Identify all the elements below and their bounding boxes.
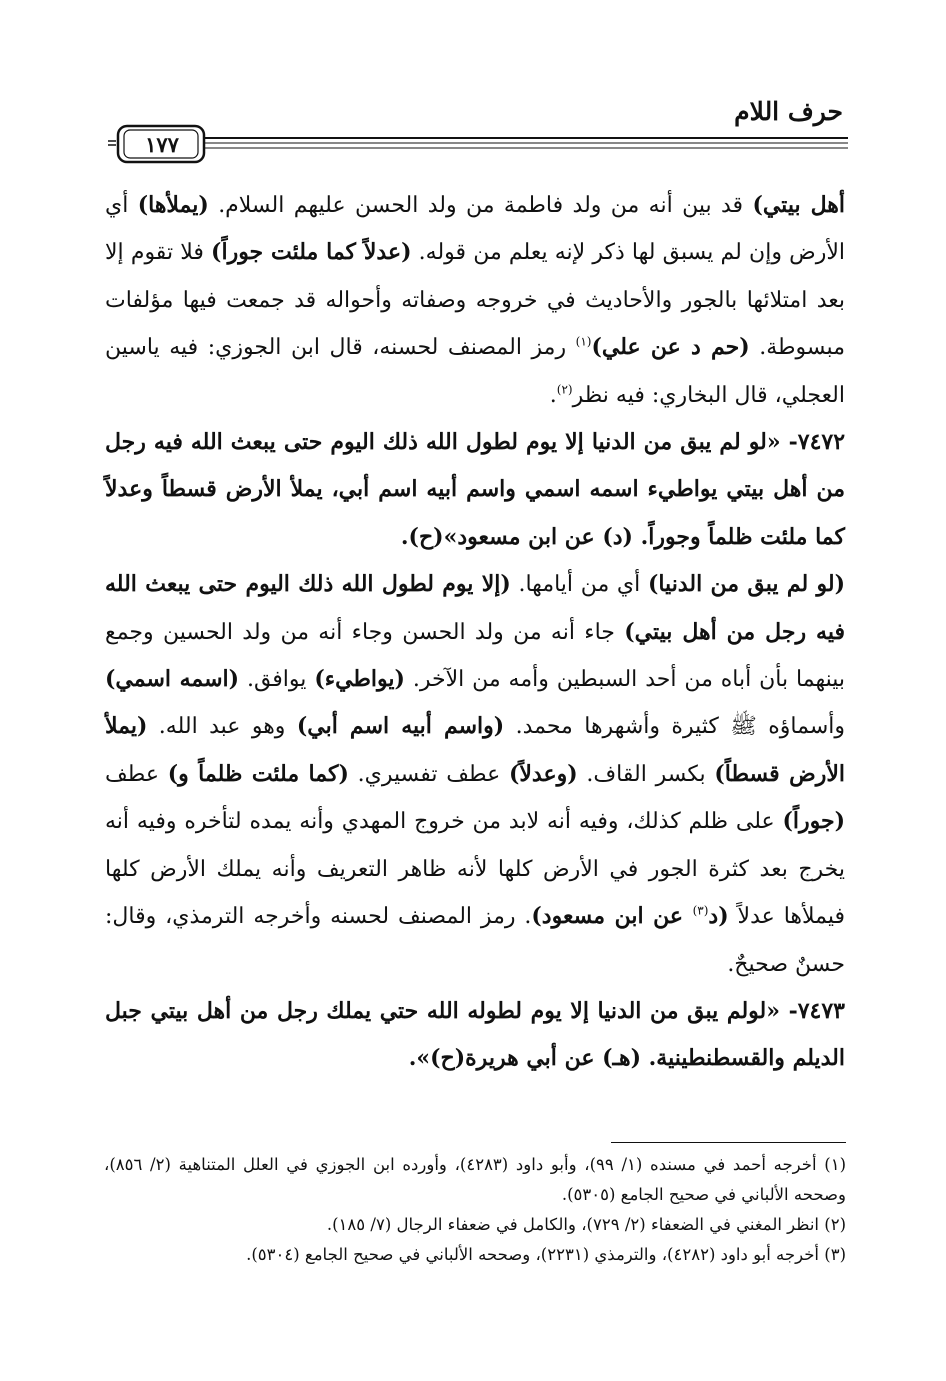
footnote-separator — [611, 1142, 846, 1143]
bold-quote: (إلا يوم لطول الله ذلك اليوم حتى يبعث الله فيه رجل من أهل بيتي) — [105, 571, 845, 645]
hadith-end: ». — [408, 1045, 431, 1072]
running-title: حرف اللام — [734, 97, 843, 126]
plain-text: يوافق. — [239, 667, 315, 693]
bold-quote: (جوراً) — [782, 808, 845, 835]
hadith-7473 — [105, 988, 845, 1083]
plain-text: أي الأرض وإن لم يسبق لها ذكر لإنه يعلم من قوله. — [105, 193, 845, 266]
hadith-dash: - — [780, 429, 798, 456]
plain-text: على ظلم كذلك، وفيه أنه لابد من خروج المهدي وأنه يمده لتأخره وفيه أنه يخرج بعد كثرة الجور في الأرض كلها لأنه ظاهر التعريف وأنه يملك الأرض كلها فيملأها عدلاً — [105, 809, 846, 930]
bold-quote: (يواطيء) — [314, 666, 405, 693]
plain-text: جاء أنه من ولد الحسن وجاء أنه من ولد الحسين وجمع بينهما بأن أباه من أحد السبطين وأمه من الآخر. — [105, 619, 845, 693]
bold-quote: أهل بيتي) — [752, 192, 846, 218]
hadith-7472 — [105, 419, 845, 561]
plain-text: . — [549, 382, 557, 408]
footnote-ref-1[interactable]: (١) — [575, 334, 592, 349]
header-rule — [108, 124, 848, 164]
hadith-text: «لو لم يبق من الدنيا إلا يوم لطول الله ذلك اليوم حتى يبعث الله فيه رجل من أهل بيتي يواطيء اسمه اسمي واسم أبيه اسم أبي، يملأ الأرض قسطاً وعدلاً كما ملئت ظلماً وجوراً. (د) عن ابن مسعود» — [105, 429, 845, 550]
bold-quote: (واسم أبيه اسم أبي) — [296, 713, 505, 740]
plain-text: وهو عبد الله. — [147, 714, 297, 740]
bold-quote: (يملأ الأرض قسطاً) — [105, 713, 845, 787]
header-rule-lines — [108, 124, 848, 164]
footnotes — [104, 1150, 846, 1270]
hadith-text: «لولم يبق من الدنيا إلا يوم لطوله الله حتي يملك رجل من أهل بيتي جبل الديلم والقسطنطينية. (هـ) عن أبي هريرة — [105, 997, 845, 1072]
hadith-number: ٧٤٧٣ — [797, 997, 845, 1024]
commentary-7472 — [105, 561, 845, 988]
plain-text: فلا تقوم إلا بعد امتلائها بالجور والأحاديث في خروجه وصفاته وأحواله قد جمعت فيها مؤلفات مبسوطة. — [105, 240, 845, 361]
bold-quote: (اسمه اسمي) — [105, 666, 240, 693]
plain-text: . رمز المصنف لحسنه وأخرجه الترمذي، وقال: حسنٌ صحيحٌ. — [105, 904, 845, 977]
main-text — [105, 182, 845, 1083]
hadith-end: . — [400, 523, 409, 550]
plain-text: رمز المصنف لحسنه، قال ابن الجوزي: فيه ياسين العجلي، قال البخاري: فيه نظر — [105, 335, 845, 408]
source-attribution: (د — [708, 903, 729, 930]
bold-quote: (لو لم يبق من الدنيا) — [647, 571, 845, 598]
plain-text: عطف تفسيري. — [348, 761, 509, 787]
bold-quote: (عدلاً كما ملئت جوراً) — [211, 239, 412, 266]
plain-text: قد بين أنه من ولد فاطمة من ولد الحسن عليهم السلام. — [208, 193, 753, 218]
footnote-2: (٢) انظر المغني في الضعفاء (٢/ ٧٢٩)، والكامل في ضعفاء الرجال (٧/ ١٨٥). — [326, 1215, 846, 1234]
hadith-dash: - — [780, 997, 798, 1024]
source-attribution: عن ابن مسعود) — [531, 903, 693, 930]
hadith-grade: (ح) — [408, 523, 444, 550]
bold-quote: (يملأها) — [137, 192, 209, 218]
footnote-3: (٣) أخرجه أبو داود (٤٢٨٢)، والترمذي (٢٢٣١)، وصححه الألباني في صحيح الجامع (٥٣٠٤). — [246, 1245, 846, 1264]
hadith-grade: (ح) — [430, 1045, 466, 1072]
plain-text: وأسماؤه ﷺ كثيرة وأشهرها محمد. — [504, 714, 845, 740]
footnote-1: (١) أخرجه أحمد في مسنده (١/ ٩٩)، وأبو داود (٤٢٨٣)، وأورده ابن الجوزي في العلل المتناهية (٢/ ٨٥٦)، وصححه الألباني في صحيح الجامع (٥٣٠٥). — [104, 1155, 847, 1204]
bold-quote: (وعدلاً) — [508, 760, 578, 787]
plain-text: عطف — [105, 761, 168, 787]
bold-quote: (كما ملئت ظلماً و) — [167, 760, 349, 787]
footnote-ref-2[interactable]: (٢) — [556, 382, 573, 397]
commentary-7471-tail — [105, 182, 845, 419]
footnote-ref-3[interactable]: (٣) — [692, 903, 709, 918]
plain-text: بكسر القاف. — [577, 761, 715, 787]
source-attribution: (حم د عن علي) — [591, 334, 750, 361]
plain-text: أي من أيامها. — [510, 572, 648, 598]
hadith-number: ٧٤٧٢ — [797, 429, 846, 456]
page-number: ١٧٧ — [145, 132, 179, 157]
